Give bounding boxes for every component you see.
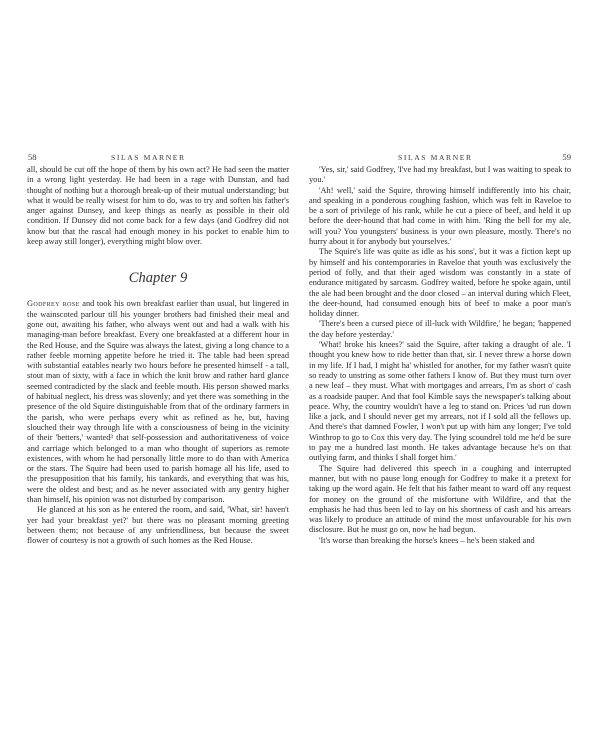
- paragraph-text: and took his own breakfast earlier than usual, but lingered in the wainscoted parlour till his younger brothers had finished their meal and gone out, awaiting his father, who always went out and had a walk with his managing-man before breakfast. Every one breakfasted at a different hour in the Red House, and the Squire was always the latest, giving a long chance to a rather feeble morning appetite before he tried it. The table had been spread with substantial eatables nearly two hours before he presented himself - a tall, stout man of sixty, with a face in which the knit brow and rather hard glance seemed contradicted by the slack and feeble mouth. His person showed marks of habitual neglect, his dress was slovenly; and yet there was something in the presence of the old Squire distinguishable from that of the ordinary farmers in the parish, who were perhaps every whit as refined as he, but, having slouched their way through life with a consciousness of being in the vicinity of their 'betters,' wanted³ that self-possession and authoritativeness of voice and carriage which belonged to a man who thought of superiors as remote existences, with whom he had personally little more to do than with America or the stars. The Squire had been used to parish homage all his life, used to the presupposition that his family, his tankards, and everything that was his, were the oldest and best; and as he never associated with any gentry higher than himself, his opinion was not disturbed by comparison.: [27, 299, 289, 505]
- running-head: SILAS MARNER: [111, 153, 186, 162]
- page-number: 59: [562, 152, 571, 162]
- left-page-header: [27, 152, 289, 164]
- left-page: [27, 152, 289, 547]
- running-head: SILAS MARNER: [398, 153, 473, 162]
- chapter-opening-words: Godfrey rose: [27, 299, 80, 309]
- paragraph: 'Ah! well,' said the Squire, throwing himself indifferently into his chair, and speaking in a ponderous coughing fashion, which was felt in Raveloe to be a sort of privilege of his rank, while he cut a piece of beef, and held it up before the deer-hound that had come in with him. 'Ring the bell for my ale, will you? You youngsters' business is your own pleasure, mostly. There's no hurry about it for anybody but yourselves.': [309, 185, 571, 247]
- paragraph: The Squire had delivered this speech in a coughing and interrupted manner, but with no pause long enough for Godfrey to make it a pretext for taking up the word again. He felt that his father meant to ward off any request for money on the ground of the misfortune with Wildfire, and that the emphasis he had thus been led to lay on his shortness of cash and his arrears was likely to produce an attitude of mind the most unfavourable for his own disclosure. But he must go on, now he had begun.: [309, 463, 571, 535]
- paragraph: 'There's been a cursed piece of ill-luck with Wildfire,' he began; 'happened the day before yesterday.': [309, 319, 571, 339]
- paragraph: 'Yes, sir,' said Godfrey, 'I've had my breakfast, but I was waiting to speak to you.': [309, 165, 571, 185]
- paragraph: 'It's worse than breaking the horse's knees – he's been staked and: [319, 535, 535, 545]
- paragraph: 'What! broke his knees?' said the Squire, after taking a draught of ale. 'I thought you knew how to ride better than that, sir. I never threw a horse down in my life. If I had, I might ha' whistled for another, for my father wasn't quite so ready to unstring as some other fathers I know of. But they must turn over a new leaf – they must. What with mortgages and arrears, I'm as short o' cash as a roadside pauper. And that fool Kimble says the newspaper's talking about peace. Why, the country wouldn't have a leg to stand on. Prices 'ud run down like a jack, and I should never get my arrears, not if I sold all the fellows up. And there's that damned Fowler, I won't put up with him any longer; I've told Winthrop to go to Cox this very day. The lying scoundrel told me he'd be sure to pay me a hundred last month. He takes advantage because he's on that outlying farm, and thinks I shall forget him.': [309, 340, 571, 463]
- paragraph: The Squire's life was quite as idle as his sons', but it was a fiction kept up by himself and his contemporaries in Raveloe that youth was exclusively the period of folly, and that their aged wisdom was constantly in a state of endurance mitigated by sarcasm. Godfrey waited, before he spoke again, until the ale had been brought and the door closed – an interval during which Fleet, the deer-hound, had consumed enough bits of beef to make a poor man's holiday dinner.: [309, 247, 571, 319]
- chapter-title: Chapter 9: [128, 270, 188, 287]
- paragraph: He glanced at his son as he entered the room, and said, 'What, sir! haven't yer had your breakfast yet?' but there was no pleasant morning greeting between them; not because of any unfriendliness, but because the sweet flower of courtesy is not a growth of such homes as the Red House.: [27, 505, 289, 546]
- right-page: [309, 152, 571, 546]
- paragraph: [27, 299, 289, 505]
- page-number: 58: [28, 152, 37, 162]
- paragraph: all, should be cut off the hope of them by his own act? He had seen the matter in a wrong light yesterday. He had been in a rage with Dunstan, and had thought of nothing but a thorough break-up of their mutual understanding; but what it would be really wisest for him to do, was to try and soften his father's anger against Dunsey, and keep things as nearly as possible in their old condition. If Dunsey did not come back for a few days (and Godfrey did not know but that the rascal had enough money in his pocket to enable him to keep away still longer), everything might blow over.: [27, 165, 289, 247]
- right-page-header: [309, 152, 571, 164]
